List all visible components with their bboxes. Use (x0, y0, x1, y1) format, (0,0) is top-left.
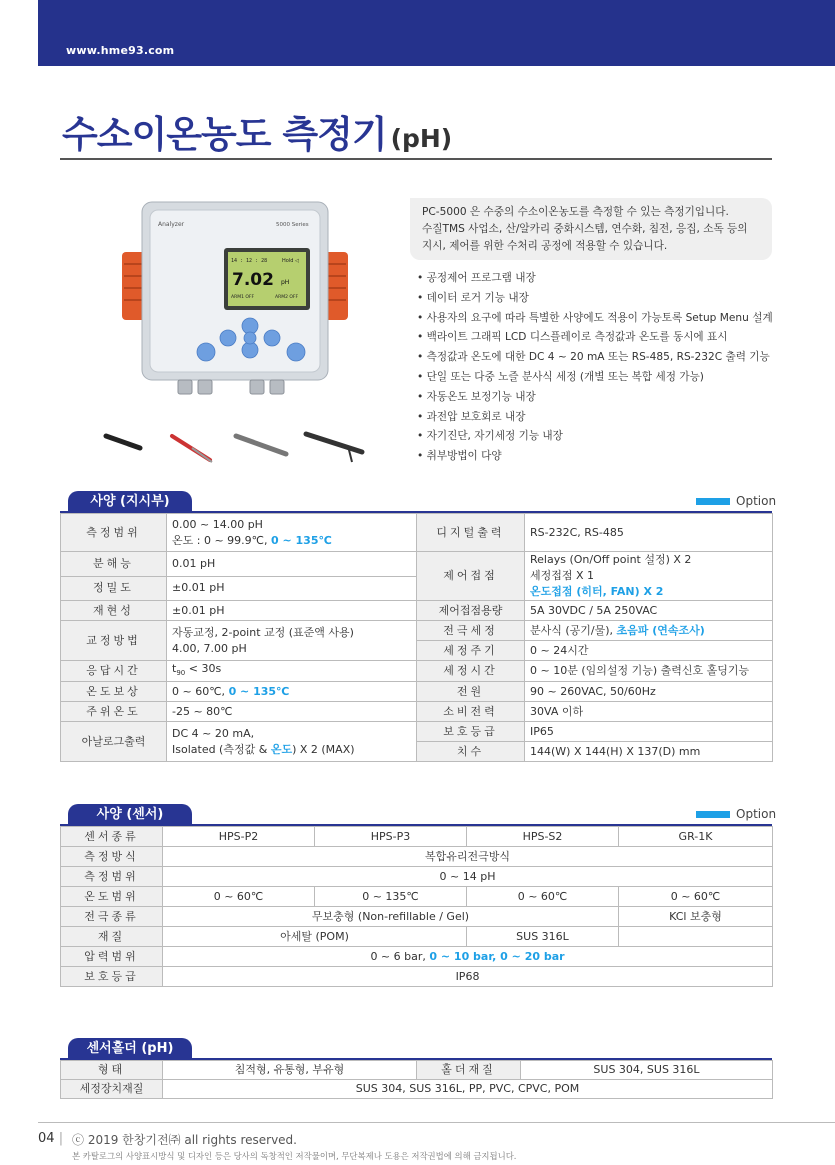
feature-item: • 단일 또는 다중 노즐 분사식 세정 (개별 또는 복합 세정 가능) (417, 368, 773, 388)
spec-value: 무보충형 (Non-refillable / Gel) (163, 907, 619, 927)
spec-value: 5A 30VDC / 5A 250VAC (525, 601, 773, 621)
spec-value: Relays (On/Off point 설정) X 2 세정접점 X 1 온도접점 (히터, FAN) X 2 (525, 552, 773, 601)
spec-value: 복합유리전극방식 (163, 847, 773, 867)
spec-label: 치수 (417, 742, 525, 762)
spec-value: 90 ~ 260VAC, 50/60Hz (525, 682, 773, 702)
spec-value: 0 ~ 6 bar, 0 ~ 10 bar, 0 ~ 20 bar (163, 947, 773, 967)
spec-value: 아세탈 (POM) (163, 927, 467, 947)
spec-value: 0 ~ 10분 (임의설정 기능) 출력신호 홀딩기능 (525, 661, 773, 682)
spec-value: 144(W) X 144(H) X 137(D) mm (525, 742, 773, 762)
spec-label: 측정범위 (61, 867, 163, 887)
spec-label: 전극종류 (61, 907, 163, 927)
sensor-model: HPS-P3 (315, 827, 467, 847)
spec-label: 교정방법 (61, 621, 167, 661)
page-number: 04 | (38, 1131, 64, 1146)
legal-note: 본 카탈로그의 사양표시방식 및 디자인 등은 당사의 독창적인 저작물이며, 무단복제나 도용은 저작권법에 의해 금지됩니다. (72, 1151, 517, 1161)
lcd-mode: Hold ◁ (282, 258, 299, 264)
option-legend (696, 494, 776, 508)
spec-value: 0 ~ 135℃ (315, 887, 467, 907)
spec-value: 0 ~ 60℃ (619, 887, 773, 907)
spec-value: 0 ~ 24시간 (525, 641, 773, 661)
lcd-reading: 7.02 (232, 270, 274, 290)
sensor-spec-table (60, 826, 773, 987)
spec-label: 주위온도 (61, 702, 167, 722)
holder-spec-table (60, 1060, 773, 1099)
spec-value: -25 ~ 80℃ (167, 702, 417, 722)
lcd-status-left: ARM1 OFF (231, 295, 255, 300)
spec-value: 0 ~ 60℃, 0 ~ 135℃ (167, 682, 417, 702)
feature-item: • 사용자의 요구에 따라 특별한 사양에도 적용이 가능토록 Setup Menu 설계 (417, 309, 773, 329)
spec-label: 센서종류 (61, 827, 163, 847)
spec-value: 0.00 ~ 14.00 pH 온도 : 0 ~ 99.9℃, 0 ~ 135℃ (167, 514, 417, 552)
spec-label: 재질 (61, 927, 163, 947)
spec-label: 측정방식 (61, 847, 163, 867)
spec-label: 소비전력 (417, 702, 525, 722)
spec-label: 전원 (417, 682, 525, 702)
feature-item: • 공정제어 프로그램 내장 (417, 269, 773, 289)
spec-value: 30VA 이하 (525, 702, 773, 722)
feature-item: • 자기진단, 자기세정 기능 내장 (417, 427, 773, 447)
spec-label: 분해능 (61, 552, 167, 577)
site-url[interactable]: www.hme93.com (66, 44, 175, 57)
spec-value: $t_{90} < 30s$ (167, 661, 417, 682)
option-swatch (696, 811, 730, 818)
spec-label: 제어접점용량 (417, 601, 525, 621)
spec-label: 세정주기 (417, 641, 525, 661)
sensor-probes (106, 434, 362, 462)
spec-value: 0 ~ 14 pH (163, 867, 773, 887)
spec-value: IP68 (163, 967, 773, 987)
feature-list (417, 269, 773, 467)
spec-label: 측정범위 (61, 514, 167, 552)
title-divider (60, 158, 772, 160)
spec-value: IP65 (525, 722, 773, 742)
description-line: 수질TMS 사업소, 산/알카리 중화시스템, 연수화, 침전, 응집, 소독 등의 (422, 223, 748, 235)
option-legend-label: Option (736, 807, 777, 821)
spec-value: RS-232C, RS-485 (525, 514, 773, 552)
spec-label: 디지털출력 (417, 514, 525, 552)
spec-label: 보호등급 (417, 722, 525, 742)
section-tab-holder: 센서홀더 (pH) (68, 1038, 192, 1059)
section-tab-indicator: 사양 (지시부) (68, 491, 192, 512)
spec-value: SUS 304, SUS 316L (521, 1061, 773, 1080)
spec-value: 0 ~ 60℃ (467, 887, 619, 907)
sensor-model: HPS-S2 (467, 827, 619, 847)
lcd-status-right: ARM2 OFF (275, 295, 299, 300)
device-brand: Analyzer (158, 221, 185, 228)
spec-label: 아날로그출력 (61, 722, 167, 762)
spec-value: DC 4 ~ 20 mA, Isolated (측정값 & 온도) X 2 (MAX) (167, 722, 417, 762)
option-legend (696, 807, 776, 821)
header-bar (38, 0, 835, 66)
section-tab-sensor: 사양 (센서) (68, 804, 192, 825)
spec-label: 정밀도 (61, 576, 167, 601)
lcd-time: 14 : 12 : 28 (231, 258, 268, 264)
spec-value: 분사식 (공기/물), 초음파 (연속조사) (525, 621, 773, 641)
spec-label: 응답시간 (61, 661, 167, 682)
copyright: ⓒ 2019 한창기전㈜ all rights reserved. (72, 1133, 297, 1147)
feature-item: • 취부방법이 다양 (417, 447, 773, 467)
option-swatch (696, 498, 730, 505)
lcd-reading-unit: pH (281, 279, 290, 286)
spec-label: 재현성 (61, 601, 167, 621)
spec-label: 형태 (61, 1061, 163, 1080)
spec-value-empty (619, 927, 773, 947)
spec-label: 세정시간 (417, 661, 525, 682)
spec-label: 제어접점 (417, 552, 525, 601)
spec-label: 세정장치재질 (61, 1080, 163, 1099)
footer-divider (38, 1122, 835, 1123)
spec-label: 압력범위 (61, 947, 163, 967)
feature-item: • 백라이트 그래픽 LCD 디스플레이로 측정값과 온도를 동시에 표시 (417, 328, 773, 348)
spec-value: KCl 보충형 (619, 907, 773, 927)
description-line: 지시, 제어를 위한 수처리 공정에 적용할 수 있습니다. (422, 240, 668, 252)
title-main: 수소이온농도 측정기 (62, 113, 387, 156)
spec-label: 온도보상 (61, 682, 167, 702)
feature-item: • 자동온도 보정기능 내장 (417, 388, 773, 408)
spec-label: 전극세정 (417, 621, 525, 641)
feature-item: • 과전압 보호회로 내장 (417, 408, 773, 428)
sensor-model: GR-1K (619, 827, 773, 847)
sensor-model: HPS-P2 (163, 827, 315, 847)
spec-value: ±0.01 pH (167, 601, 417, 621)
feature-item: • 데이터 로거 기능 내장 (417, 289, 773, 309)
page-title (62, 104, 452, 158)
description-line: PC-5000 은 수중의 수소이온농도를 측정할 수 있는 측정기입니다. (422, 206, 729, 218)
spec-value: 0 ~ 60℃ (163, 887, 315, 907)
spec-value: 자동교정, 2-point 교정 (표준액 사용) 4.00, 7.00 pH (167, 621, 417, 661)
spec-value: ±0.01 pH (167, 576, 417, 601)
spec-value: 0.01 pH (167, 552, 417, 577)
feature-item: • 측정값과 온도에 대한 DC 4 ~ 20 mA 또는 RS-485, RS-232C 출력 기능 (417, 348, 773, 368)
spec-value: SUS 316L (467, 927, 619, 947)
spec-value: 침적형, 유통형, 부유형 (163, 1061, 417, 1080)
spec-label: 홀더재질 (417, 1061, 521, 1080)
spec-label: 온도범위 (61, 887, 163, 907)
product-description (410, 198, 772, 260)
product-illustration (100, 190, 400, 480)
title-unit: (pH) (390, 124, 453, 153)
device-series: 5000 Series (276, 222, 309, 228)
indicator-spec-table (60, 513, 773, 762)
spec-value: SUS 304, SUS 316L, PP, PVC, CPVC, POM (163, 1080, 773, 1099)
spec-label: 보호등급 (61, 967, 163, 987)
option-legend-label: Option (736, 494, 777, 508)
